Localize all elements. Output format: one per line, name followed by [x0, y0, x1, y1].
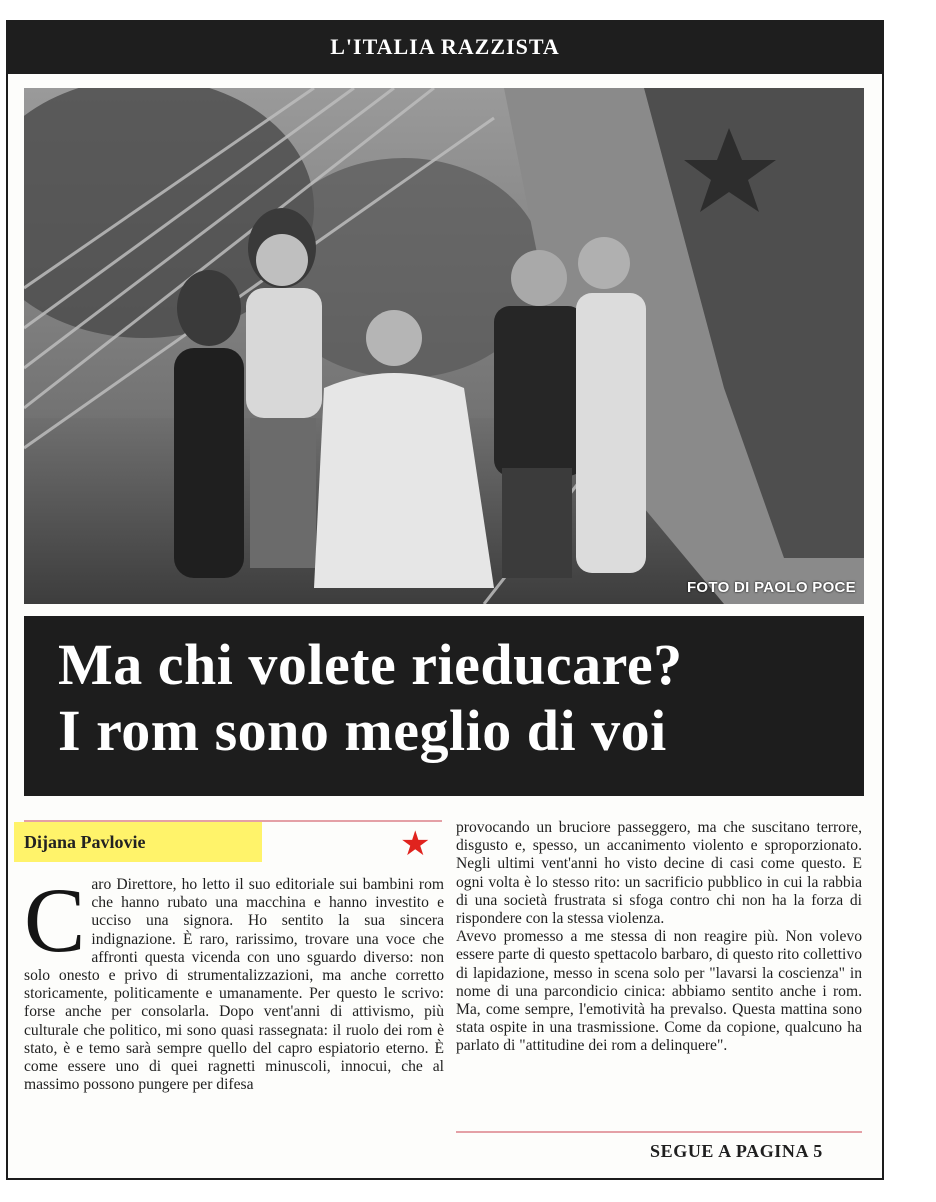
headline-box [24, 616, 864, 796]
section-title: L'ITALIA RAZZISTA [330, 34, 560, 59]
divider-bottom-right [456, 1131, 862, 1133]
article-paragraph-1: provocando un bruciore passeggero, ma che suscitano terrore, disgusto e, spesso, un accanimento violento e sproporzionato. Negli ultimi vent'anni ho visto decine di casi come questo. E ogni volta è lo stesso rito: un sacrificio pubblico in cui la rabbia di una società frustrata si sfoga contro chi non ha la forza di rispondere con la stessa violenza. [456, 819, 862, 928]
article-text-left: aro Direttore, ho letto il suo editoriale sui bambini rom che hanno rubato una macchina e hanno investito e ucciso una signora. Ho sentito la sua sincera indignazione. È raro, rarissimo, trovare una voce che affronti questa vicenda con uno sguardo diverso: non solo onesto e privo di strumentalizzazioni, ma anche corretto storicamente, politicamente e umanamente. Per questo le scrivo: forse anche per consolarla. Dopo vent'anni di attivismo, più culturale che politico, mi sono quasi rassegnata: il ruolo dei rom è stato, è e temo sarà sempre quello del capro espiatorio eterno. È come essere uno di quei ragnetti minuscoli, innocui, che al massimo possono pungere per difesa [24, 876, 444, 1094]
article-column-right [456, 819, 862, 1129]
continue-link[interactable]: SEGUE A PAGINA 5 [650, 1141, 823, 1161]
headline-line-1: Ma chi volete rieducare? [58, 632, 683, 697]
drop-cap: C [24, 876, 86, 971]
star-icon: ★ [400, 826, 431, 863]
article-paragraph-2: Avevo promesso a me stessa di non reagire più. Non volevo essere parte di questo spettacolo barbaro, di questo rito collettivo di lapidazione, messo in scena solo per "lavarsi la coscienza" in nome di una parcondicio cinica: abbiamo sentito anche i rom. Ma, come sempre, l'emotività ha prevalso. Questa mattina sono stata ospite in una trasmissione. Come da copione, qualcuno ha parlato di "attitudine dei rom a delinquere". [456, 928, 862, 1055]
author-byline: Dijana Pavlovie [14, 822, 262, 862]
photo-credit: FOTO DI PAOLO POCE [686, 579, 856, 596]
photo-illustration [24, 88, 864, 604]
section-header [6, 20, 884, 74]
article-photo [24, 88, 864, 604]
article-column-left [24, 876, 444, 1168]
headline-line-2: I rom sono meglio di voi [58, 698, 667, 763]
